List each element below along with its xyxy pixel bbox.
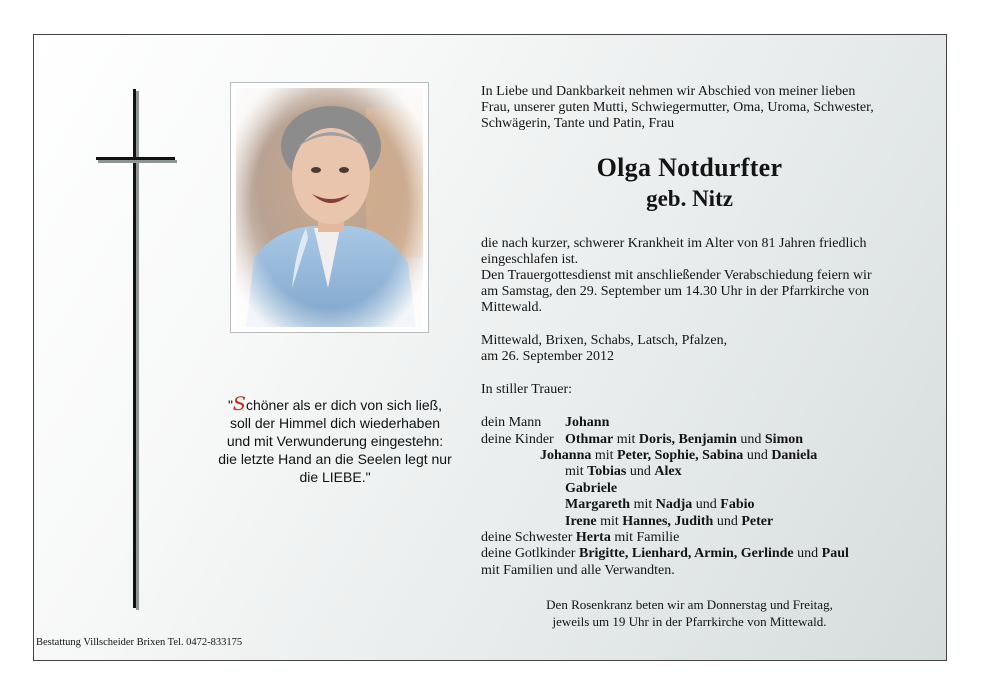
body-line-4: am Samstag, den 29. September um 14.30 Uhr in der Pfarrkirche von bbox=[481, 284, 870, 299]
body-line-1: die nach kurzer, schwerer Krankheit im Alter von 81 Jahren friedlich bbox=[481, 236, 867, 251]
portrait-photo-icon bbox=[236, 88, 423, 327]
family-child-2: Johanna mit Peter, Sophie, Sabina und Daniela bbox=[540, 448, 818, 463]
quote-line-2: soll der Himmel dich wiederhaben bbox=[229, 415, 441, 431]
memorial-quote bbox=[200, 395, 470, 486]
family-child-2-extra: mit Tobias und Alex bbox=[565, 464, 682, 479]
quote-line-1 bbox=[200, 395, 470, 414]
cross-icon-vertical bbox=[133, 89, 136, 608]
family-sister: deine Schwester Herta mit Familie bbox=[481, 530, 680, 545]
body-line-2: eingeschlafen ist. bbox=[481, 252, 579, 267]
rosary-line-1: Den Rosenkranz beten wir am Donnerstag und Freitag, bbox=[546, 597, 833, 612]
body-line-3: Den Trauergottesdienst mit anschließender Verabschiedung feiern wir bbox=[481, 268, 872, 283]
maiden-name: geb. Nitz bbox=[646, 186, 733, 211]
family-child-1: Othmar mit Doris, Benjamin und Simon bbox=[565, 432, 804, 447]
family-child-4: Margareth mit Nadja und Fabio bbox=[565, 497, 755, 512]
intro-line-1: In Liebe und Dankbarkeit nehmen wir Abschied von meiner lieben bbox=[481, 84, 856, 99]
quote-open-mark: " bbox=[227, 397, 233, 413]
rosary-line-2: jeweils um 19 Uhr in der Pfarrkirche von Mittewald. bbox=[552, 614, 827, 629]
quote-line-4: die letzte Hand an die Seelen legt nur bbox=[218, 451, 452, 467]
cross-icon-horizontal bbox=[96, 157, 175, 160]
intro-line-3: Schwägerin, Tante und Patin, Frau bbox=[481, 116, 675, 131]
family-godchildren: deine Gotlkinder Brigitte, Lienhard, Armin, Gerlinde und Paul bbox=[481, 546, 849, 561]
family-child-3: Gabriele bbox=[565, 481, 618, 496]
quote-line-1-text: chöner als er dich von sich ließ, bbox=[245, 397, 443, 413]
family-child-5: Irene mit Hannes, Judith und Peter bbox=[565, 514, 774, 529]
family-closing: mit Familien und alle Verwandten. bbox=[481, 563, 675, 578]
funeral-home-footer: Bestattung Villscheider Brixen Tel. 0472-833175 bbox=[36, 637, 243, 648]
quote-line-5: die LIEBE." bbox=[299, 469, 371, 485]
body-line-5: Mittewald. bbox=[481, 300, 543, 315]
quote-line-3: und mit Verwunderung eingestehn: bbox=[226, 433, 444, 449]
portrait-photo bbox=[230, 82, 429, 333]
mourning-heading: In stiller Trauer: bbox=[481, 382, 572, 397]
family-husband: Johann bbox=[565, 415, 610, 430]
place-line: Mittewald, Brixen, Schabs, Latsch, Pfalzen, bbox=[481, 333, 728, 348]
deceased-name: Olga Notdurfter bbox=[596, 153, 783, 182]
family-husband-label: dein Mann bbox=[481, 415, 542, 430]
date-line: am 26. September 2012 bbox=[481, 349, 614, 364]
intro-line-2: Frau, unserer guten Mutti, Schwiegermutter, Oma, Uroma, Schwester, bbox=[481, 100, 874, 115]
quote-dropcap: S bbox=[232, 393, 246, 415]
family-children-label: deine Kinder bbox=[481, 432, 554, 447]
